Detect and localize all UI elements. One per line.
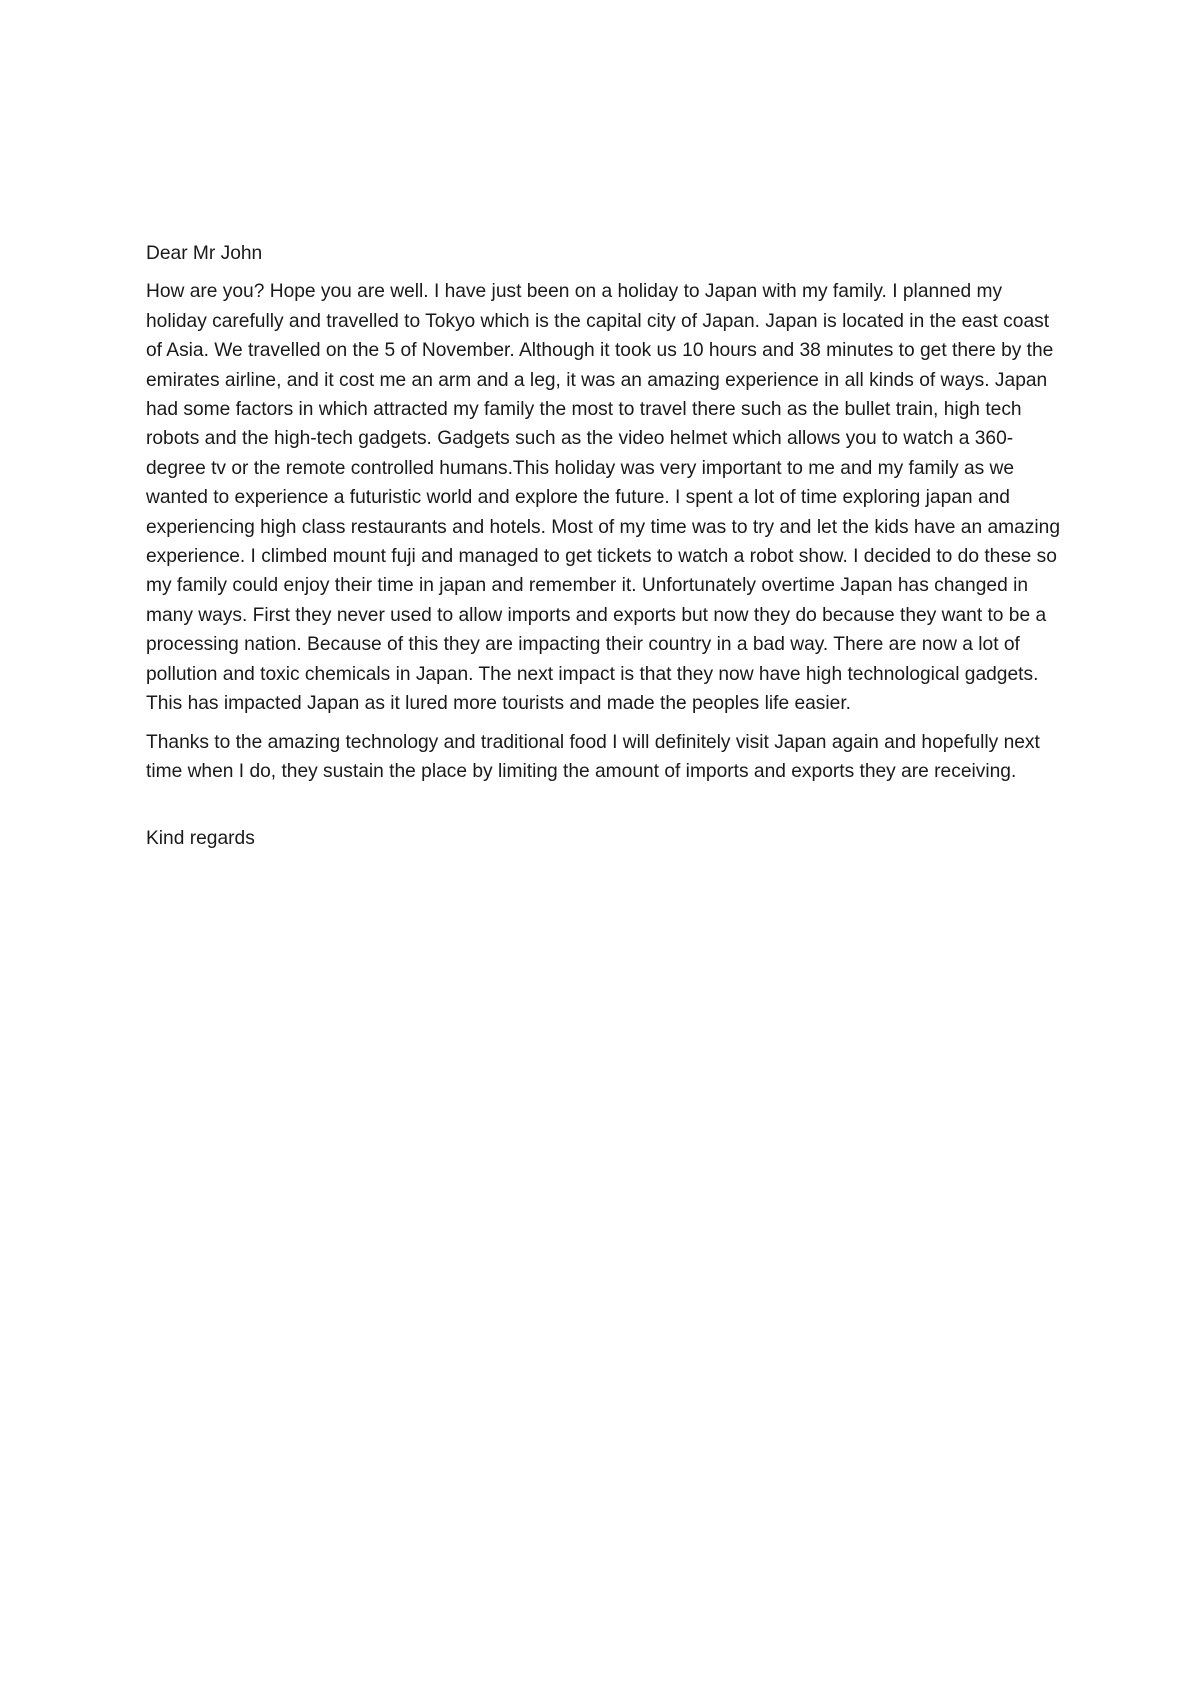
letter-paragraph-closing: Thanks to the amazing technology and traditional food I will definitely visit Japan again and hopefully next time when I do, they sustain the place by limiting the amount of imports and exports they are receiving. <box>146 731 1040 782</box>
letter-body <box>146 239 1066 854</box>
letter-signoff: Kind regards <box>146 828 255 850</box>
letter-greeting: Dear Mr John <box>146 243 263 264</box>
letter-paragraph-main: How are you? Hope you are well. I have just been on a holiday to Japan with my family. I planned my holiday carefully and travelled to Tokyo which is the capital city of Japan. Japan is located in the east coast of Asia. We travelled on the 5 of November. Although it took us 10 hours and 38 minutes to get there by the emirates airline, and it cost me an arm and a leg, it was an amazing experience in all kinds of ways. Japan had some factors in which attracted my family the most to travel there such as the bullet train, high tech robots and the high-tech gadgets. Gadgets such as the video helmet which allows you to watch a 360-degree tv or the remote controlled humans.This holiday was very important to me and my family as we wanted to experience a futuristic world and explore the future. I spent a lot of time exploring japan and experiencing high class restaurants and hotels. Most of my time was to try and let the kids have an amazing experience. I climbed mount fuji and managed to get tickets to watch a robot show. I decided to do these so my family could enjoy their time in japan and remember it. Unfortunately overtime Japan has changed in many ways. First they never used to allow imports and exports but now they do because they want to be a processing nation. Because of this they are impacting their country in a bad way. There are now a lot of pollution and toxic chemicals in Japan. The next impact is that they now have high technological gadgets. This has impacted Japan as it lured more tourists and made the peoples life easier. <box>146 281 1061 715</box>
